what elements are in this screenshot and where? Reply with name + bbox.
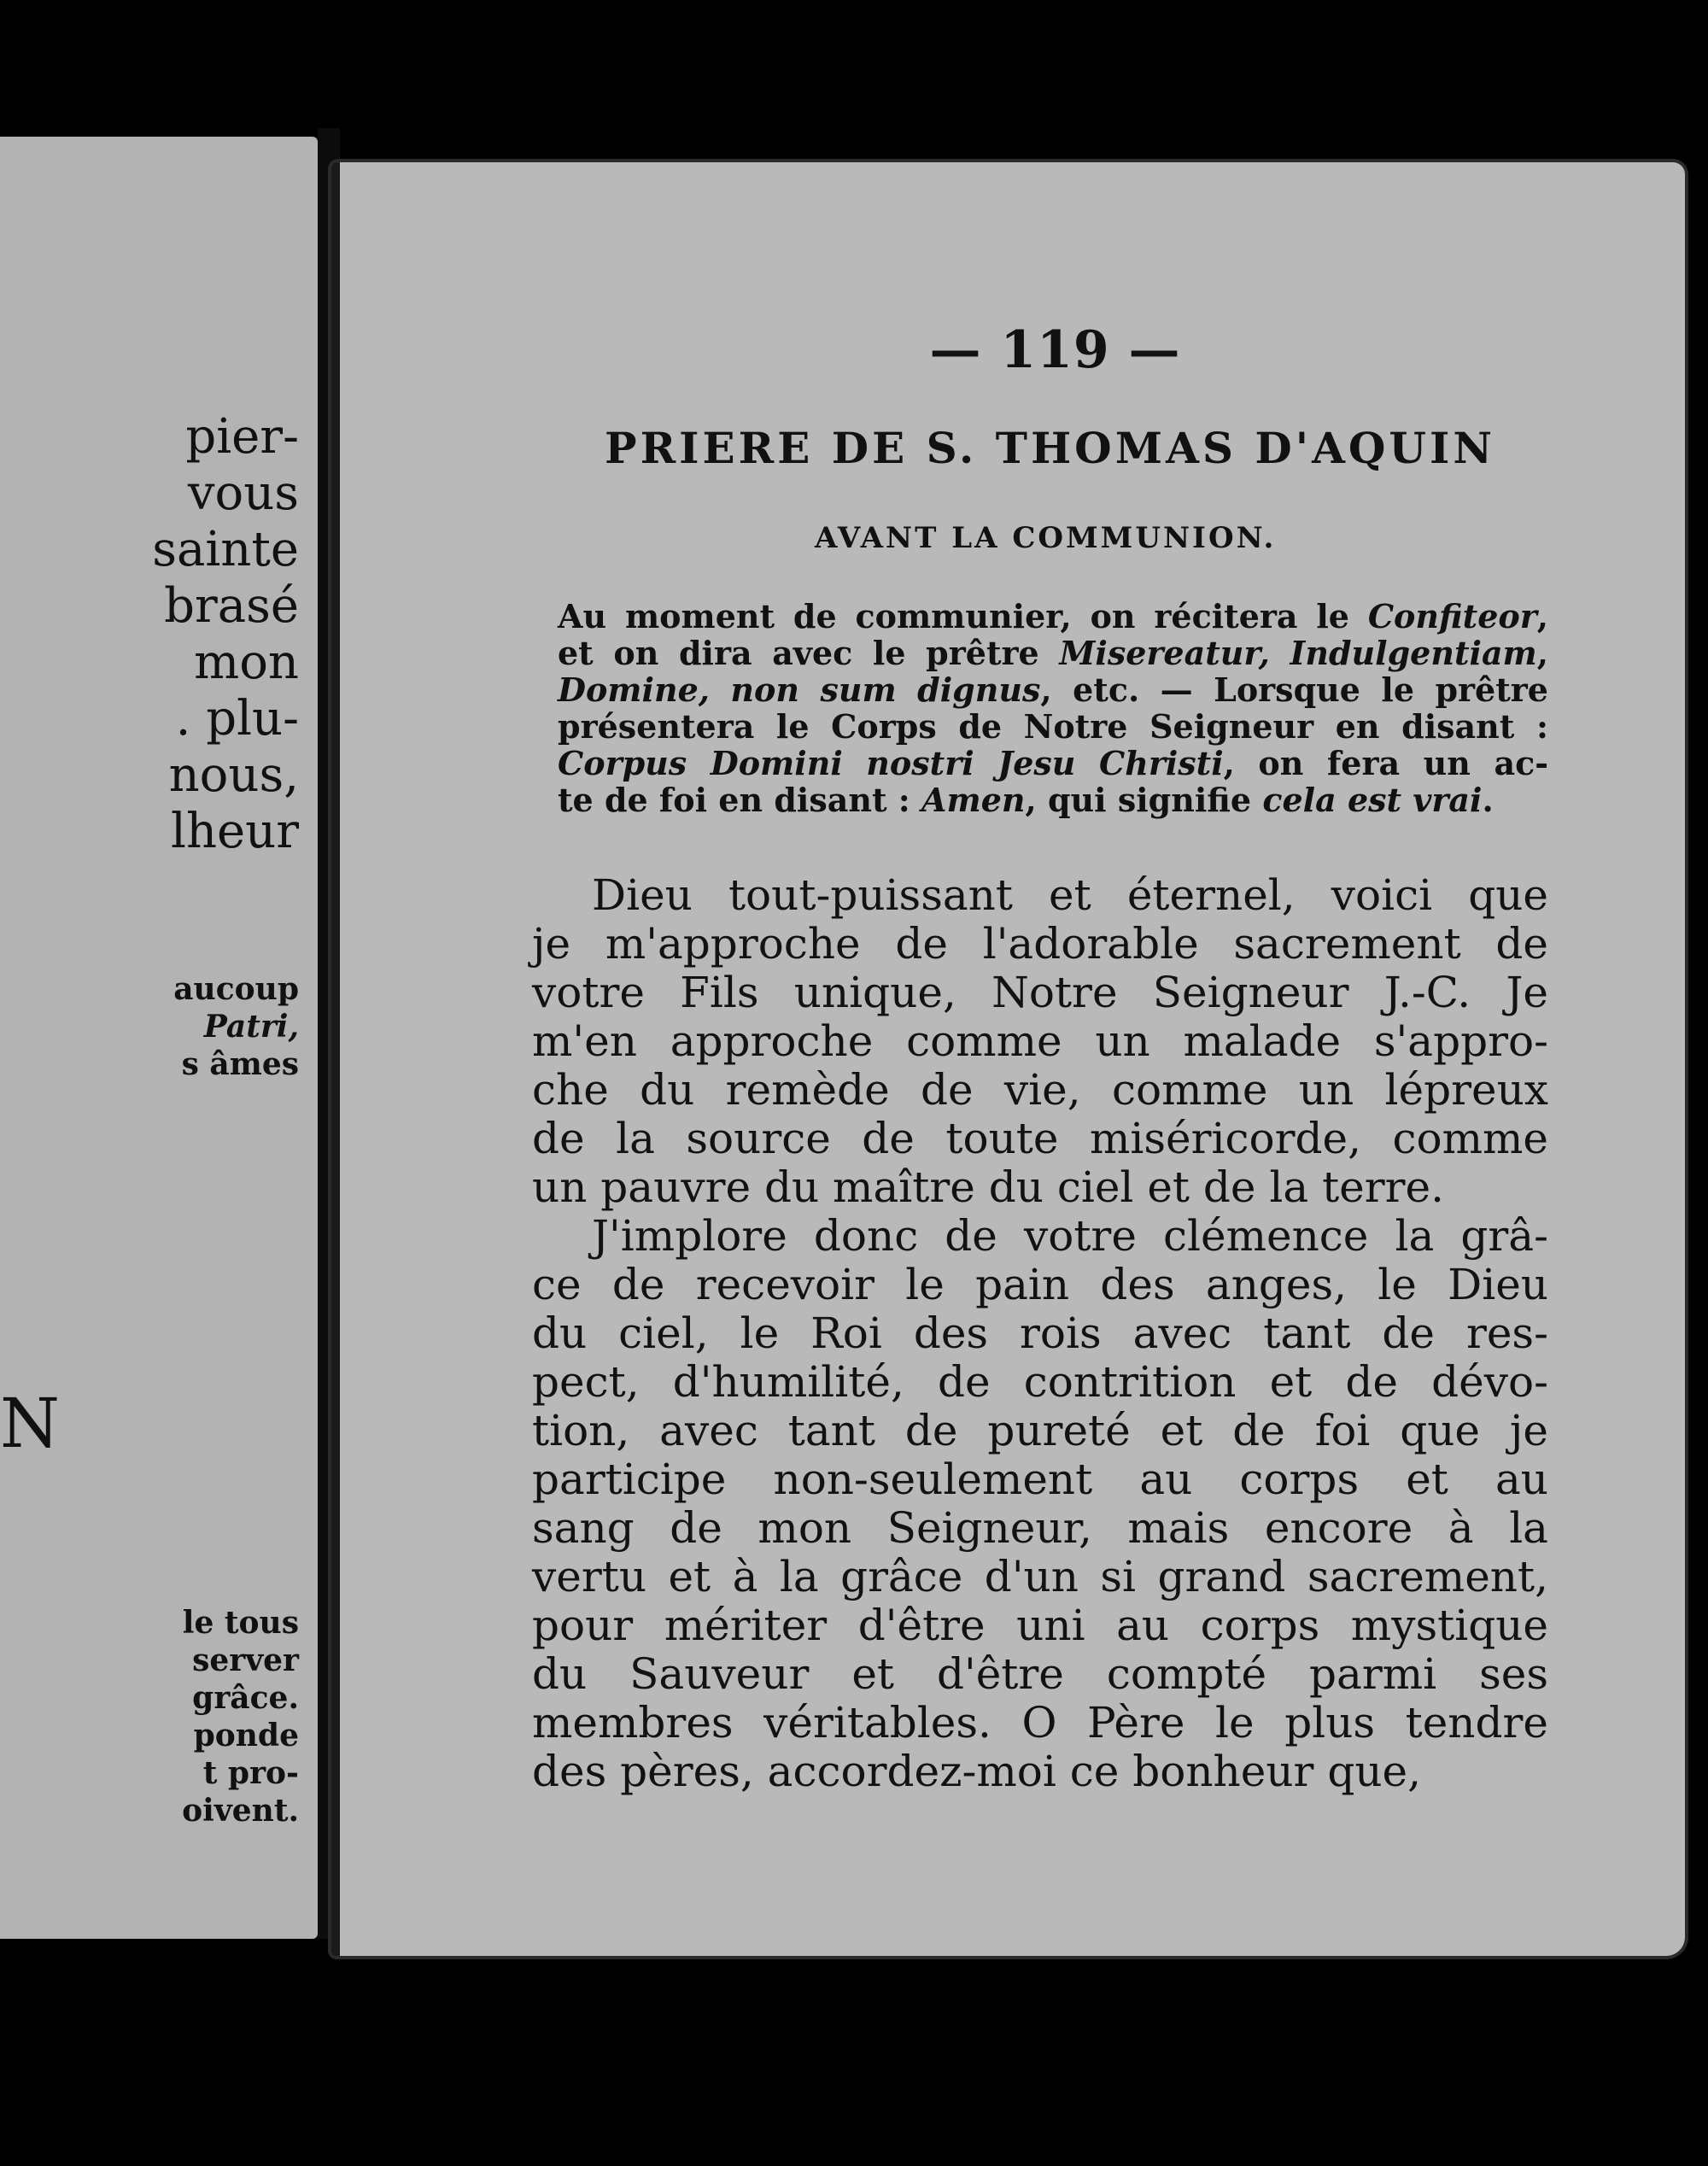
rubric-instructions	[558, 598, 1548, 818]
prayer-body-line: un pauvre du maître du ciel et de la terre.	[532, 1162, 1445, 1212]
rubric-line	[558, 635, 1548, 671]
rubric-line	[1262, 781, 1493, 819]
left-body-line: lheur	[171, 804, 299, 859]
rubric-latin-term: Corpus Domini nostri Jesu Christi	[558, 744, 1224, 782]
prayer-subtitle: AVANT LA COMMUNION.	[815, 521, 1277, 555]
rubric-line	[558, 671, 1548, 708]
rubric-text: et on dira avec le prêtre	[558, 634, 1060, 672]
left-body-line: pier-	[185, 409, 299, 465]
left-body-line: vous	[187, 465, 299, 521]
prayer-body-line: tion, avec tant de pureté et de foi que je	[532, 1406, 1548, 1455]
left-page	[0, 137, 318, 1939]
prayer-body-line: du Sauveur et d'être compté parmi ses	[532, 1649, 1548, 1699]
left-note-line: t pro-	[202, 1755, 299, 1791]
prayer-body-line: participe non-seulement au corps et au	[532, 1455, 1548, 1504]
rubric-latin-term: Amen	[921, 781, 1026, 819]
rubric-text: , on fera un ac-	[1223, 744, 1548, 782]
prayer-body-line: des pères, accordez-moi ce bonheur que,	[532, 1747, 1422, 1796]
left-note-line: Patri,	[203, 1009, 299, 1045]
left-note-line: oivent.	[182, 1793, 299, 1829]
prayer-title: PRIERE DE S. THOMAS D'AQUIN	[605, 423, 1496, 473]
prayer-body-line: de la source de toute miséricorde, comme	[532, 1114, 1548, 1163]
rubric-text: , qui signifie	[1025, 781, 1263, 819]
rubric-line	[558, 708, 1548, 745]
prayer-body-line: pect, d'humilité, de contrition et de dévo-	[532, 1357, 1548, 1407]
rubric-text: ,	[1536, 634, 1549, 672]
left-note-line: aucoup	[173, 971, 299, 1007]
rubric-text: .	[1482, 781, 1494, 819]
rubric-latin-term: Confiteor	[1367, 597, 1537, 635]
left-note-line: grâce.	[192, 1680, 299, 1716]
prayer-body-line: J'implore donc de votre clémence la grâ-	[592, 1211, 1548, 1261]
left-note-line: s âmes	[181, 1046, 299, 1082]
rubric-text: présentera le Corps de Notre Seigneur en disant :	[558, 707, 1548, 746]
prayer-body-line: ce de recevoir le pain des anges, le Dieu	[532, 1260, 1548, 1309]
rubric-line	[558, 781, 1262, 819]
rubric-line	[558, 598, 1548, 635]
page-number: — 119 —	[929, 320, 1181, 380]
rubric-text: , etc. — Lorsque le prêtre	[1040, 670, 1548, 709]
rubric-text: Au moment de communier, on récitera le	[558, 597, 1368, 635]
left-body-line: nous,	[168, 747, 299, 803]
left-note-line: server	[192, 1642, 299, 1678]
prayer-body-line: Dieu tout-puissant et éternel, voici que	[592, 870, 1548, 920]
left-body-line: brasé	[164, 578, 299, 634]
left-body-line: sainte	[152, 522, 299, 577]
prayer-body-line: votre Fils unique, Notre Seigneur J.-C. Je	[532, 968, 1548, 1017]
prayer-body-line: je m'approche de l'adorable sacrement de	[532, 919, 1548, 969]
left-heading-fragment: N	[0, 1384, 60, 1463]
left-body-line: mon	[194, 635, 299, 690]
left-body-line: . plu-	[175, 691, 299, 746]
rubric-line	[558, 745, 1548, 782]
left-note-line: le tous	[182, 1605, 299, 1641]
rubric-latin-term: Domine, non sum dignus	[558, 670, 1041, 709]
prayer-body	[532, 871, 1548, 1796]
rubric-latin-term: cela est vrai	[1262, 781, 1483, 819]
prayer-body-line: sang de mon Seigneur, mais encore à la	[532, 1503, 1548, 1553]
rubric-latin-term: Misereatur, Indulgentiam	[1059, 634, 1537, 672]
prayer-body-line: che du remède de vie, comme un lépreux	[532, 1065, 1548, 1115]
left-note-line: ponde	[193, 1718, 299, 1753]
prayer-body-line: membres véritables. O Père le plus tendre	[532, 1698, 1548, 1747]
prayer-body-line: vertu et à la grâce d'un si grand sacrement,	[532, 1552, 1548, 1601]
prayer-body-line: pour mériter d'être uni au corps mystique	[532, 1601, 1548, 1650]
rubric-text: te de foi en disant :	[558, 781, 922, 819]
right-page	[331, 162, 1685, 1956]
prayer-body-line: m'en approche comme un malade s'appro-	[532, 1016, 1548, 1066]
rubric-text: ,	[1536, 597, 1548, 635]
prayer-body-line: du ciel, le Roi des rois avec tant de res-	[532, 1308, 1548, 1358]
